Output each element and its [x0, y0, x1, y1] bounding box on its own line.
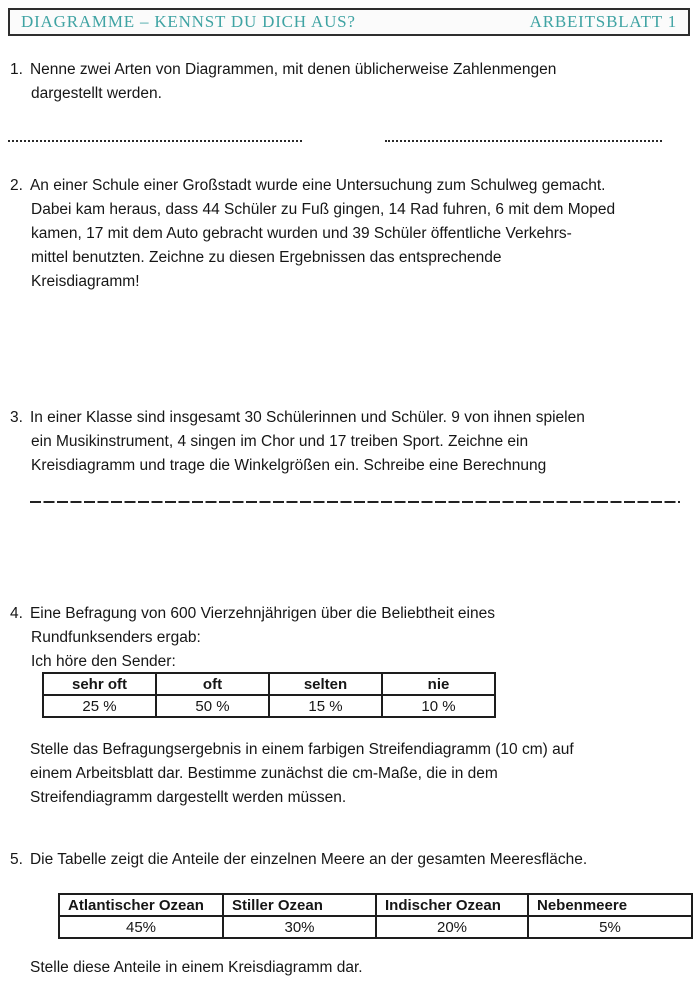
table-value-row — [43, 695, 495, 717]
question-line: Rundfunksenders ergab: — [31, 629, 201, 646]
question-4-continued — [30, 738, 574, 810]
table-header-cell: Nebenmeere — [528, 894, 692, 916]
question-2 — [10, 174, 615, 294]
question-text: Die Tabelle zeigt die Anteile der einzelnen Meere an der gesamten Meeresfläche. — [29, 851, 588, 868]
table-value-row — [59, 916, 692, 938]
table-value-cell: 50 % — [156, 695, 269, 717]
table-value-cell: 30% — [223, 916, 376, 938]
question-line: Stelle das Befragungsergebnis in einem farbigen Streifendiagramm (10 cm) auf — [30, 741, 574, 758]
question-line: Ich höre den Sender: — [31, 653, 176, 670]
table-header-cell: Atlantischer Ozean — [59, 894, 223, 916]
question-3 — [10, 406, 585, 478]
question-line: Kreisdiagramm und trage die Winkelgrößen ein. Schreibe eine Berechnung — [31, 457, 547, 474]
question-line: Streifendiagramm dargestellt werden müssen. — [30, 789, 347, 806]
question-line: kamen, 17 mit dem Auto gebracht wurden und 39 Schüler öffentliche Verkehrs- — [31, 225, 572, 242]
table-header-cell: Indischer Ozean — [376, 894, 528, 916]
table-header-cell: Stiller Ozean — [223, 894, 376, 916]
question-1 — [10, 58, 556, 106]
worksheet-title: DIAGRAMME – KENNST DU DICH AUS? — [21, 12, 356, 31]
question-line — [10, 174, 615, 198]
question-line: einem Arbeitsblatt dar. Bestimme zunächst die cm-Maße, die in dem — [30, 765, 498, 782]
question-text: An einer Schule einer Großstadt wurde eine Untersuchung zum Schulweg gemacht. — [29, 177, 606, 194]
table-value-cell: 25 % — [43, 695, 156, 717]
question-line: ein Musikinstrument, 4 singen im Chor und 17 treiben Sport. Zeichne ein — [31, 433, 529, 450]
question-line: dargestellt werden. — [31, 85, 162, 102]
header-box — [8, 8, 690, 36]
question-line — [10, 848, 587, 872]
table-value-cell: 20% — [376, 916, 528, 938]
table-header-cell: sehr oft — [43, 673, 156, 695]
ocean-table — [58, 893, 693, 939]
answer-dotted-line-2 — [385, 130, 662, 142]
table-header-cell: nie — [382, 673, 495, 695]
worksheet-number: ARBEITSBLATT 1 — [529, 12, 677, 31]
question-line: Dabei kam heraus, dass 44 Schüler zu Fuß gingen, 14 Rad fuhren, 6 mit dem Moped — [31, 201, 616, 218]
table-header-row — [59, 894, 692, 916]
question-line — [10, 406, 585, 430]
table-value-cell: 5% — [528, 916, 692, 938]
question-line — [10, 58, 556, 82]
answer-underscore-line — [30, 501, 680, 503]
question-text: Nenne zwei Arten von Diagrammen, mit denen üblicherweise Zahlenmengen — [29, 61, 557, 78]
question-line — [10, 602, 495, 626]
question-number: 5. — [10, 851, 23, 868]
answer-dotted-line-1 — [8, 130, 302, 142]
table-value-cell: 45% — [59, 916, 223, 938]
table-header-row — [43, 673, 495, 695]
question-line: mittel benutzten. Zeichne zu diesen Ergebnissen das entsprechende — [31, 249, 502, 266]
table-header-cell: oft — [156, 673, 269, 695]
question-number: 4. — [10, 605, 23, 622]
question-5-continued — [30, 956, 363, 980]
question-line: Kreisdiagramm! — [31, 273, 140, 290]
question-number: 1. — [10, 61, 23, 78]
question-4 — [10, 602, 495, 674]
question-text: In einer Klasse sind insgesamt 30 Schülerinnen und Schüler. 9 von ihnen spielen — [29, 409, 585, 426]
question-line: Stelle diese Anteile in einem Kreisdiagramm dar. — [30, 959, 363, 976]
question-number: 3. — [10, 409, 23, 426]
question-text: Eine Befragung von 600 Vierzehnjährigen über die Beliebtheit eines — [29, 605, 495, 622]
question-5 — [10, 848, 587, 872]
question-number: 2. — [10, 177, 23, 194]
table-header-cell: selten — [269, 673, 382, 695]
table-value-cell: 15 % — [269, 695, 382, 717]
survey-table — [42, 672, 496, 718]
table-value-cell: 10 % — [382, 695, 495, 717]
